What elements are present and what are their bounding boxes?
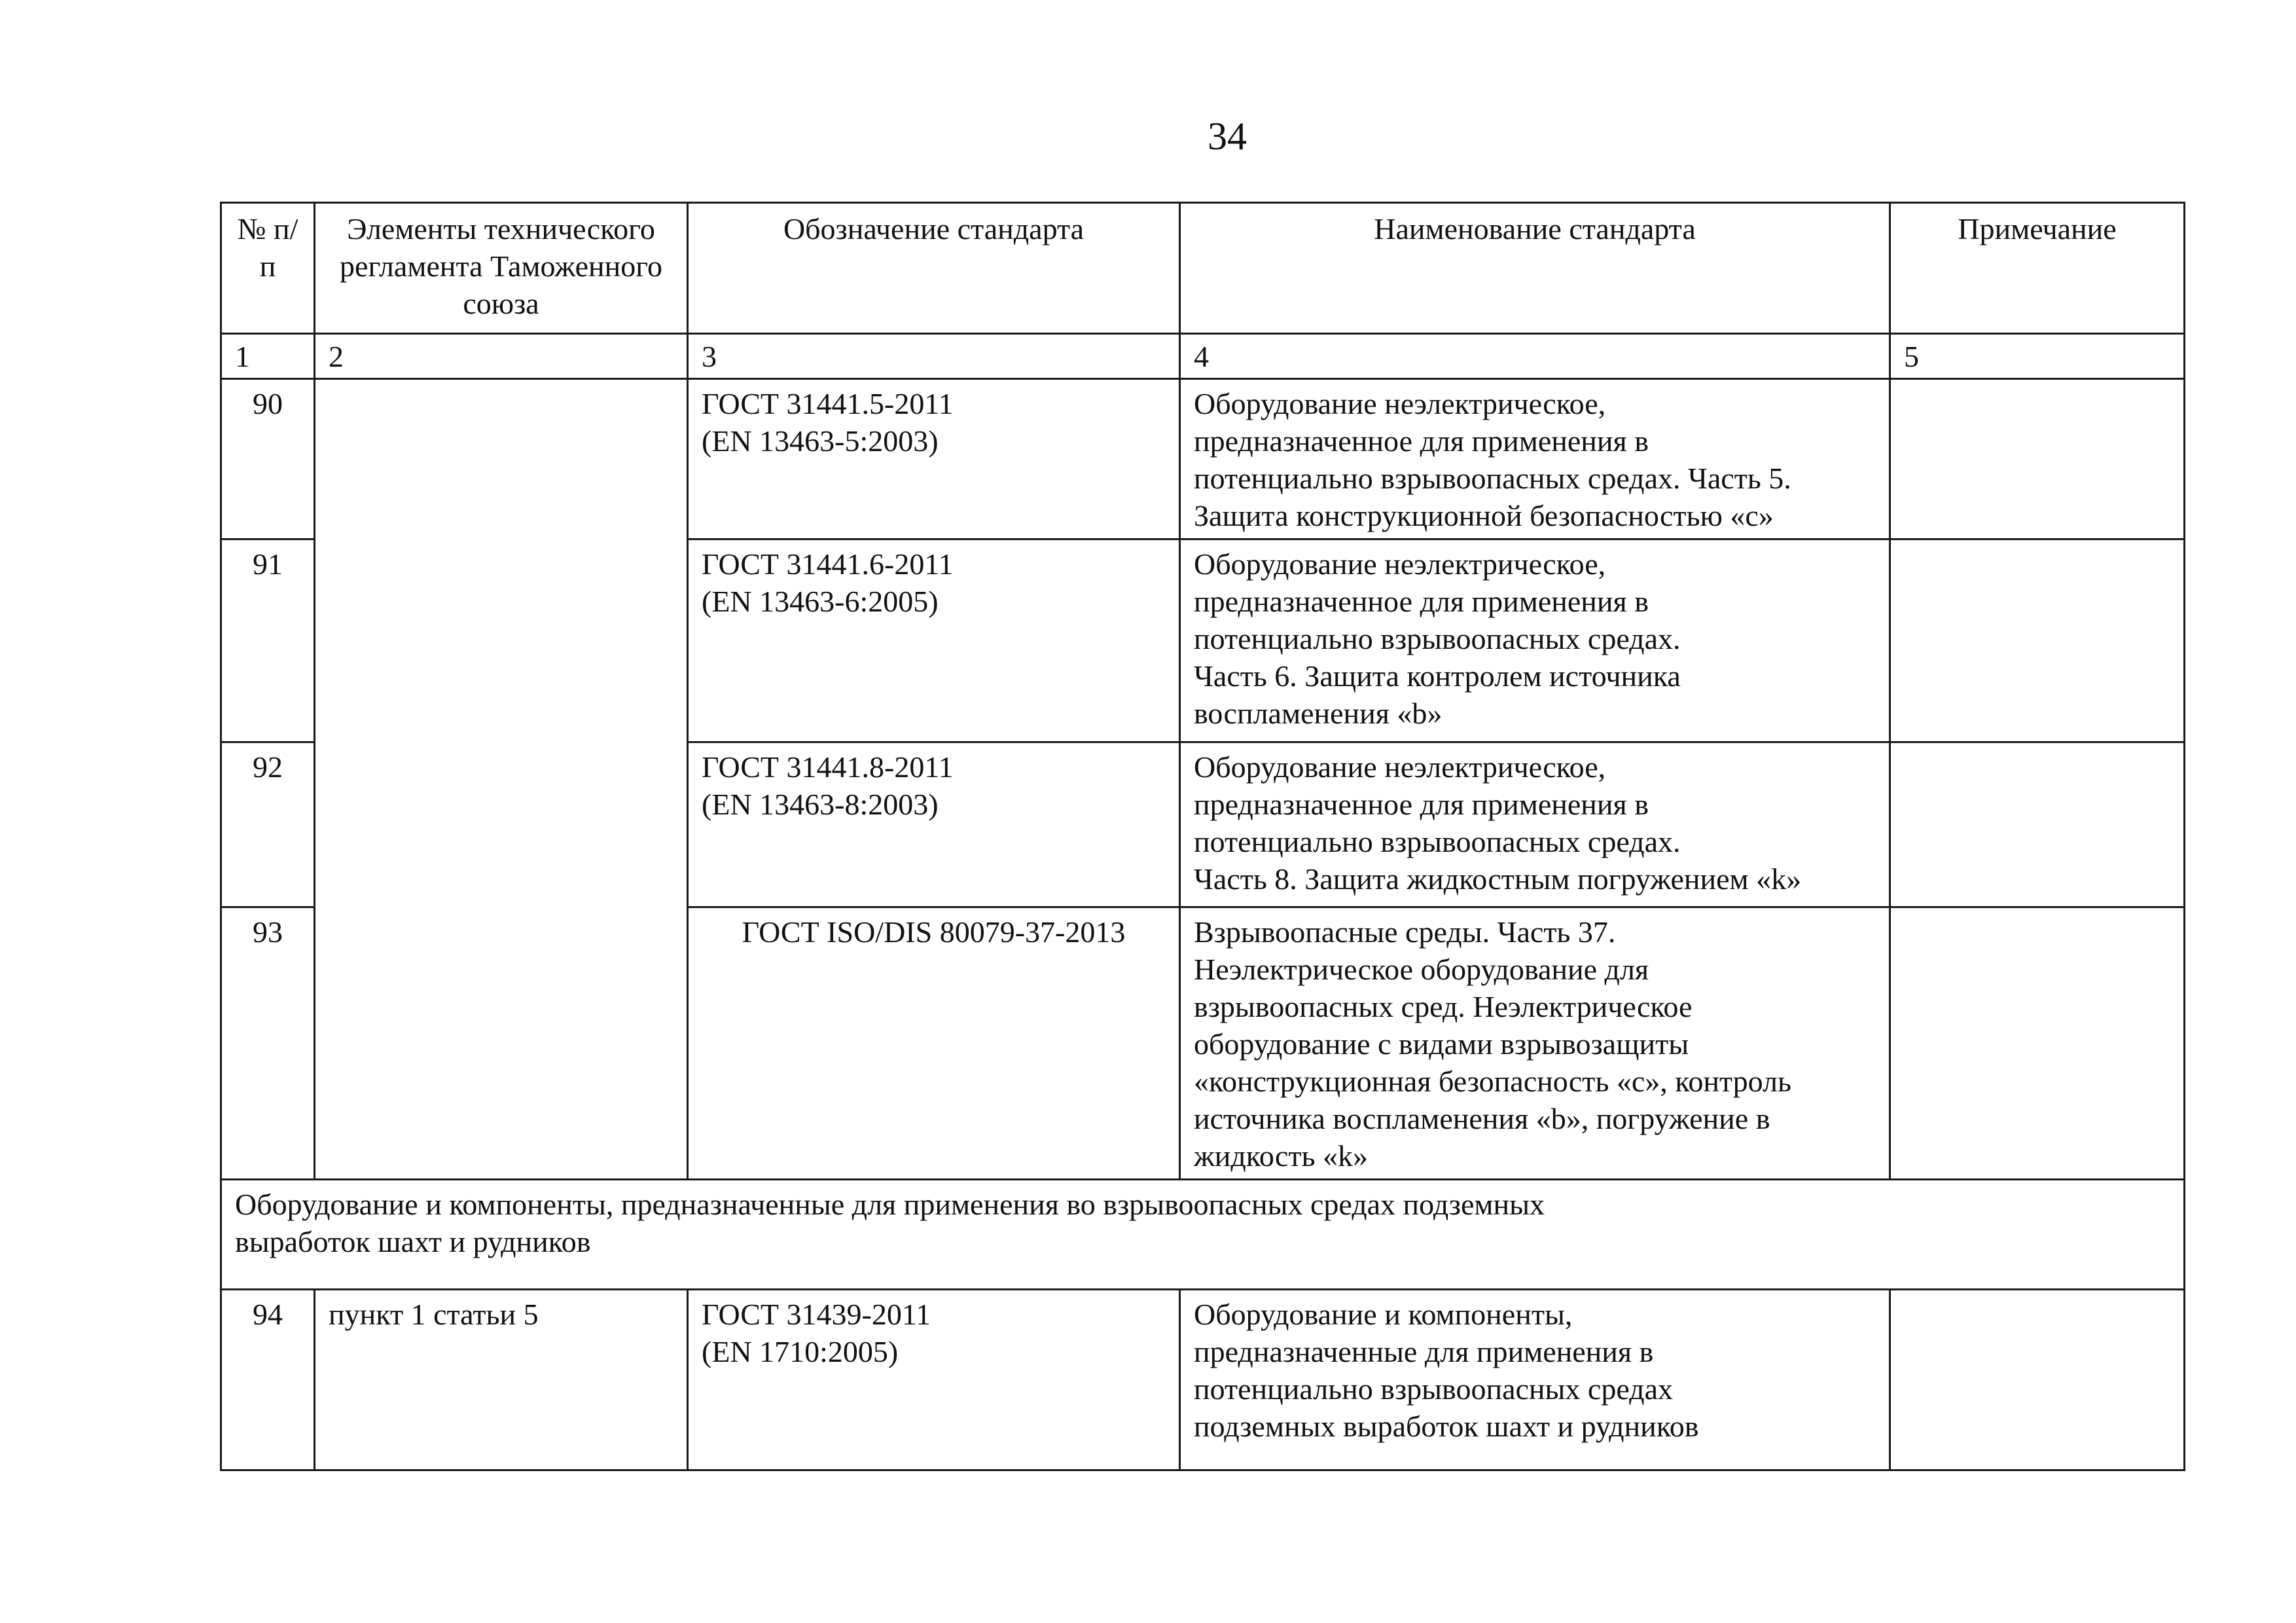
name-line: Оборудование неэлектрическое,	[1194, 547, 1606, 581]
row-note	[1890, 742, 2185, 907]
designation-line: ГОСТ 31441.6-2011	[702, 547, 954, 581]
name-line: Оборудование и компоненты,	[1194, 1298, 1573, 1331]
header-number: № п/п	[221, 203, 315, 334]
row-standard-name	[1180, 379, 1890, 539]
column-number-row	[221, 334, 2185, 379]
header-name: Наименование стандарта	[1180, 203, 1890, 334]
row-standard-name	[1180, 742, 1890, 907]
page-number: 34	[1208, 115, 1247, 158]
designation-line: ГОСТ 31439-2011	[702, 1298, 931, 1331]
table-row	[221, 1290, 2185, 1470]
row-number: 91	[221, 539, 315, 742]
designation-line: (EN 1710:2005)	[702, 1335, 899, 1368]
row-note	[1890, 379, 2185, 539]
name-line: жидкость «k»	[1194, 1139, 1368, 1173]
row-number: 94	[221, 1290, 315, 1470]
name-line: взрывоопасных сред. Неэлектрическое	[1194, 990, 1693, 1023]
designation-line: (EN 13463-8:2003)	[702, 788, 939, 821]
row-number: 90	[221, 379, 315, 539]
name-line: предназначенное для применения в	[1194, 788, 1649, 821]
row-designation	[688, 379, 1180, 539]
name-line: Защита конструкционной безопасностью «с»	[1194, 499, 1774, 532]
name-line: оборудование с видами взрывозащиты	[1194, 1027, 1689, 1061]
name-line: предназначенное для применения в	[1194, 424, 1649, 458]
section-title	[221, 1180, 2185, 1290]
section-row	[221, 1180, 2185, 1290]
designation-line: ГОСТ 31441.8-2011	[702, 750, 954, 784]
header-elements: Элементы технического регламента Таможенного союза	[315, 203, 688, 334]
name-line: Взрывоопасные среды. Часть 37.	[1194, 915, 1616, 949]
table-header-row	[221, 203, 2185, 334]
column-number: 2	[315, 334, 688, 379]
column-number: 4	[1180, 334, 1890, 379]
name-line: предназначенное для применения в	[1194, 585, 1649, 618]
name-line: Оборудование неэлектрическое,	[1194, 387, 1606, 420]
designation-line: ГОСТ ISO/DIS 80079-37-2013	[742, 915, 1126, 949]
header-designation: Обозначение стандарта	[688, 203, 1180, 334]
designation-line: (EN 13463-5:2003)	[702, 424, 939, 458]
designation-line: (EN 13463-6:2005)	[702, 585, 939, 618]
row-element-cell	[315, 379, 688, 1180]
row-note	[1890, 907, 2185, 1180]
row-note	[1890, 539, 2185, 742]
row-standard-name	[1180, 539, 1890, 742]
row-designation	[688, 907, 1180, 1180]
column-number: 1	[221, 334, 315, 379]
name-line: потенциально взрывоопасных средах. Часть 5.	[1194, 462, 1791, 495]
name-line: потенциально взрывоопасных средах	[1194, 1372, 1673, 1406]
name-line: воспламенения «b»	[1194, 697, 1443, 730]
name-line: Неэлектрическое оборудование для	[1194, 953, 1649, 986]
name-line: потенциально взрывоопасных средах.	[1194, 622, 1681, 655]
column-number: 5	[1890, 334, 2185, 379]
name-line: Часть 8. Защита жидкостным погружением «k»	[1194, 862, 1802, 896]
row-number: 93	[221, 907, 315, 1180]
name-line: «конструкционная безопасность «с», контроль	[1194, 1065, 1791, 1098]
row-designation	[688, 742, 1180, 907]
section-title-line: выработок шахт и рудников	[235, 1225, 591, 1258]
name-line: Часть 6. Защита контролем источника	[1194, 659, 1681, 693]
header-note: Примечание	[1890, 203, 2185, 334]
row-designation	[688, 1290, 1180, 1470]
row-note	[1890, 1290, 2185, 1470]
row-standard-name	[1180, 1290, 1890, 1470]
row-standard-name	[1180, 907, 1890, 1180]
name-line: Оборудование неэлектрическое,	[1194, 750, 1606, 784]
standards-table	[220, 202, 2185, 1471]
row-number: 92	[221, 742, 315, 907]
table-row	[221, 379, 2185, 539]
column-number: 3	[688, 334, 1180, 379]
name-line: потенциально взрывоопасных средах.	[1194, 825, 1681, 858]
name-line: источника воспламенения «b», погружение в	[1194, 1102, 1770, 1135]
name-line: подземных выработок шахт и рудников	[1194, 1410, 1699, 1443]
row-element: пункт 1 статьи 5	[315, 1290, 688, 1470]
row-designation	[688, 539, 1180, 742]
name-line: предназначенные для применения в	[1194, 1335, 1654, 1368]
designation-line: ГОСТ 31441.5-2011	[702, 387, 954, 420]
section-title-line: Оборудование и компоненты, предназначенные для применения во взрывоопасных средах подземных	[235, 1188, 1545, 1221]
